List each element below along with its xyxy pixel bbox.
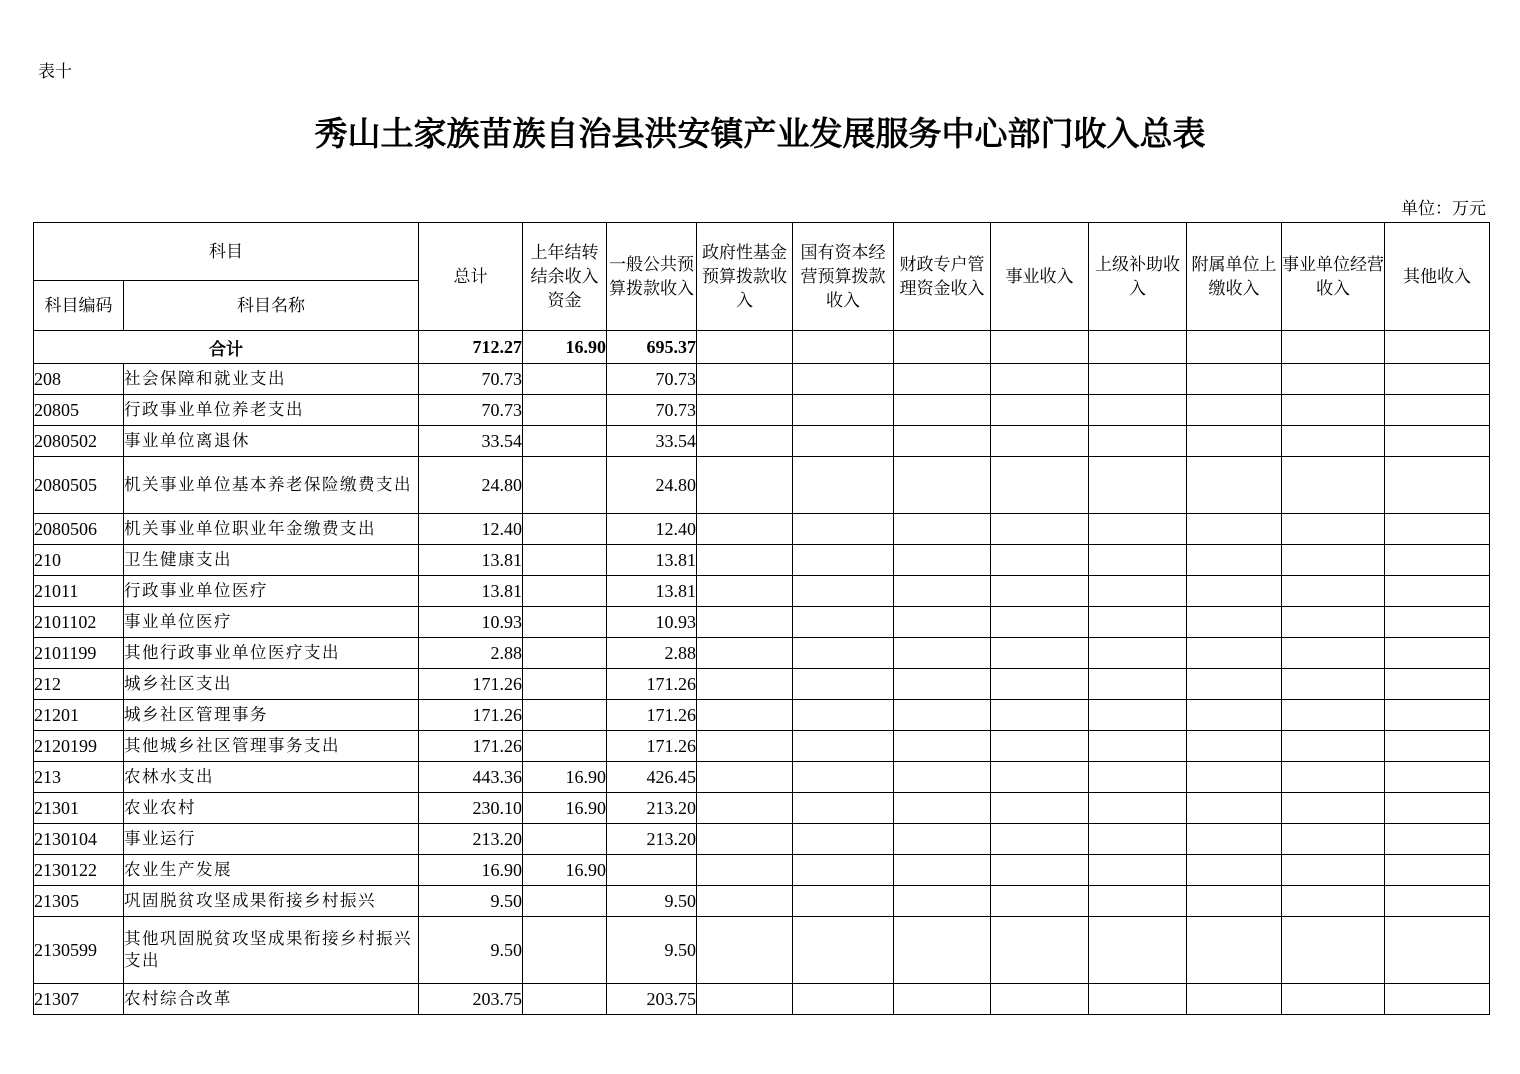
amount-cell: 443.36 — [419, 762, 523, 793]
amount-cell: 2.88 — [607, 638, 697, 669]
amount-cell — [697, 855, 793, 886]
amount-cell — [991, 576, 1089, 607]
amount-cell — [1282, 457, 1385, 514]
header-subject-name: 科目名称 — [124, 281, 419, 331]
amount-cell — [1187, 886, 1282, 917]
amount-cell — [991, 917, 1089, 984]
amount-cell — [1187, 514, 1282, 545]
amount-cell: 171.26 — [419, 669, 523, 700]
amount-cell: 2.88 — [419, 638, 523, 669]
amount-cell — [1089, 514, 1187, 545]
header-general-budget: 一般公共预算拨款收入 — [607, 223, 697, 331]
amount-cell — [991, 700, 1089, 731]
amount-cell — [793, 793, 894, 824]
amount-cell — [991, 793, 1089, 824]
amount-cell — [697, 762, 793, 793]
amount-cell: 426.45 — [607, 762, 697, 793]
amount-cell — [697, 545, 793, 576]
amount-cell — [1385, 669, 1490, 700]
amount-cell: 171.26 — [419, 700, 523, 731]
subject-code-cell: 210 — [34, 545, 124, 576]
amount-cell — [894, 917, 991, 984]
subject-code-cell: 2130104 — [34, 824, 124, 855]
amount-cell: 70.73 — [419, 395, 523, 426]
amount-cell — [894, 793, 991, 824]
amount-cell — [1089, 700, 1187, 731]
header-gov-fund: 政府性基金预算拨款收入 — [697, 223, 793, 331]
amount-cell — [894, 457, 991, 514]
amount-cell — [1385, 700, 1490, 731]
header-subject-code: 科目编码 — [34, 281, 124, 331]
subject-name-cell: 卫生健康支出 — [124, 545, 419, 576]
amount-cell — [697, 395, 793, 426]
amount-cell: 33.54 — [419, 426, 523, 457]
amount-cell: 10.93 — [419, 607, 523, 638]
amount-cell — [793, 545, 894, 576]
amount-cell — [523, 514, 607, 545]
table-row — [34, 917, 1490, 984]
subject-code-cell: 2080502 — [34, 426, 124, 457]
amount-cell — [1089, 576, 1187, 607]
amount-cell — [1089, 364, 1187, 395]
amount-cell — [697, 576, 793, 607]
table-row — [34, 984, 1490, 1015]
header-operating-income: 事业单位经营收入 — [1282, 223, 1385, 331]
amount-cell — [697, 793, 793, 824]
subject-name-cell: 其他城乡社区管理事务支出 — [124, 731, 419, 762]
subject-code-cell: 2080506 — [34, 514, 124, 545]
subject-name-cell: 农林水支出 — [124, 762, 419, 793]
amount-cell — [1282, 824, 1385, 855]
subject-code-cell: 2080505 — [34, 457, 124, 514]
amount-cell — [523, 700, 607, 731]
subject-name-cell: 机关事业单位职业年金缴费支出 — [124, 514, 419, 545]
amount-cell — [1089, 984, 1187, 1015]
amount-cell — [991, 426, 1089, 457]
table-row — [34, 700, 1490, 731]
amount-cell — [1385, 395, 1490, 426]
amount-cell — [793, 824, 894, 855]
amount-cell — [1089, 762, 1187, 793]
amount-cell — [1282, 395, 1385, 426]
table-row — [34, 669, 1490, 700]
amount-cell — [991, 514, 1089, 545]
table-row — [34, 426, 1490, 457]
page-title: 秀山土家族苗族自治县洪安镇产业发展服务中心部门收入总表 — [314, 114, 1206, 153]
amount-cell: 13.81 — [419, 576, 523, 607]
amount-cell — [991, 395, 1089, 426]
amount-cell — [894, 855, 991, 886]
table-row — [34, 364, 1490, 395]
subject-code-cell: 2101199 — [34, 638, 124, 669]
amount-cell: 13.81 — [419, 545, 523, 576]
amount-cell — [523, 886, 607, 917]
subject-name-cell: 农业生产发展 — [124, 855, 419, 886]
amount-cell — [793, 457, 894, 514]
amount-cell — [991, 762, 1089, 793]
table-number-label: 表十 — [38, 62, 72, 82]
amount-cell — [1187, 669, 1282, 700]
subject-name-cell: 农业农村 — [124, 793, 419, 824]
table-row — [34, 762, 1490, 793]
amount-cell: 9.50 — [419, 886, 523, 917]
amount-cell — [894, 700, 991, 731]
amount-cell — [1385, 984, 1490, 1015]
amount-cell: 213.20 — [419, 824, 523, 855]
amount-cell — [1282, 514, 1385, 545]
amount-cell — [991, 364, 1089, 395]
amount-cell — [523, 607, 607, 638]
amount-cell — [894, 638, 991, 669]
total-cell — [991, 331, 1089, 364]
table-row — [34, 457, 1490, 514]
amount-cell — [1282, 638, 1385, 669]
header-subject: 科目 — [34, 223, 419, 281]
amount-cell: 171.26 — [607, 731, 697, 762]
amount-cell — [793, 917, 894, 984]
subject-name-cell: 城乡社区管理事务 — [124, 700, 419, 731]
amount-cell: 24.80 — [607, 457, 697, 514]
amount-cell — [894, 607, 991, 638]
amount-cell — [1385, 364, 1490, 395]
amount-cell: 203.75 — [607, 984, 697, 1015]
header-row-1 — [34, 223, 1490, 281]
amount-cell — [1089, 793, 1187, 824]
amount-cell: 70.73 — [607, 395, 697, 426]
amount-cell — [1385, 824, 1490, 855]
amount-cell — [1385, 514, 1490, 545]
table-row — [34, 886, 1490, 917]
amount-cell: 16.90 — [523, 762, 607, 793]
header-superior-subsidy: 上级补助收入 — [1089, 223, 1187, 331]
amount-cell — [523, 576, 607, 607]
total-cell: 695.37 — [607, 331, 697, 364]
subject-name-cell: 其他行政事业单位医疗支出 — [124, 638, 419, 669]
subject-code-cell: 21305 — [34, 886, 124, 917]
amount-cell — [1187, 426, 1282, 457]
amount-cell — [1282, 762, 1385, 793]
amount-cell — [1282, 364, 1385, 395]
subject-name-cell: 社会保障和就业支出 — [124, 364, 419, 395]
amount-cell — [991, 731, 1089, 762]
unit-label: 单位：万元 — [1401, 199, 1486, 219]
subject-name-cell: 城乡社区支出 — [124, 669, 419, 700]
amount-cell — [1282, 855, 1385, 886]
amount-cell — [991, 638, 1089, 669]
subject-name-cell: 行政事业单位养老支出 — [124, 395, 419, 426]
amount-cell — [697, 886, 793, 917]
header-state-capital: 国有资本经营预算拨款收入 — [793, 223, 894, 331]
header-special-account: 财政专户管理资金收入 — [894, 223, 991, 331]
table-row — [34, 545, 1490, 576]
amount-cell — [1187, 917, 1282, 984]
amount-cell — [1089, 395, 1187, 426]
amount-cell — [793, 638, 894, 669]
amount-cell — [793, 395, 894, 426]
amount-cell — [1187, 855, 1282, 886]
amount-cell — [523, 984, 607, 1015]
amount-cell — [1282, 607, 1385, 638]
total-cell — [793, 331, 894, 364]
amount-cell — [1385, 426, 1490, 457]
amount-cell — [697, 700, 793, 731]
total-row — [34, 331, 1490, 364]
subject-code-cell: 21011 — [34, 576, 124, 607]
subject-name-cell: 事业单位离退休 — [124, 426, 419, 457]
amount-cell — [894, 824, 991, 855]
amount-cell: 171.26 — [607, 669, 697, 700]
table-row — [34, 824, 1490, 855]
amount-cell: 9.50 — [607, 917, 697, 984]
amount-cell — [894, 545, 991, 576]
amount-cell — [1282, 984, 1385, 1015]
amount-cell — [1089, 824, 1187, 855]
table-row — [34, 855, 1490, 886]
amount-cell — [793, 514, 894, 545]
amount-cell: 171.26 — [419, 731, 523, 762]
amount-cell — [793, 855, 894, 886]
table-row — [34, 793, 1490, 824]
subject-code-cell: 213 — [34, 762, 124, 793]
amount-cell — [894, 984, 991, 1015]
amount-cell — [1385, 886, 1490, 917]
amount-cell — [1187, 824, 1282, 855]
amount-cell: 16.90 — [523, 793, 607, 824]
table-body — [34, 331, 1490, 1015]
amount-cell — [793, 426, 894, 457]
amount-cell — [1282, 426, 1385, 457]
subject-name-cell: 机关事业单位基本养老保险缴费支出 — [124, 457, 419, 514]
amount-cell — [1187, 395, 1282, 426]
amount-cell: 13.81 — [607, 545, 697, 576]
total-cell: 16.90 — [523, 331, 607, 364]
amount-cell — [793, 762, 894, 793]
total-cell — [1282, 331, 1385, 364]
amount-cell — [1089, 731, 1187, 762]
amount-cell — [1385, 793, 1490, 824]
amount-cell — [1385, 638, 1490, 669]
amount-cell — [1089, 545, 1187, 576]
table-row — [34, 638, 1490, 669]
amount-cell — [991, 855, 1089, 886]
amount-cell — [793, 576, 894, 607]
amount-cell — [894, 514, 991, 545]
amount-cell — [894, 576, 991, 607]
amount-cell — [1282, 731, 1385, 762]
amount-cell — [697, 364, 793, 395]
amount-cell — [1089, 917, 1187, 984]
header-other-income: 其他收入 — [1385, 223, 1490, 331]
amount-cell — [1282, 886, 1385, 917]
total-cell — [894, 331, 991, 364]
amount-cell — [1282, 700, 1385, 731]
amount-cell — [991, 457, 1089, 514]
amount-cell — [1187, 731, 1282, 762]
amount-cell — [1385, 457, 1490, 514]
amount-cell: 70.73 — [419, 364, 523, 395]
amount-cell — [1282, 669, 1385, 700]
subject-code-cell: 21307 — [34, 984, 124, 1015]
subject-name-cell: 事业运行 — [124, 824, 419, 855]
subject-code-cell: 212 — [34, 669, 124, 700]
amount-cell — [523, 545, 607, 576]
income-summary-table — [33, 222, 1490, 1015]
amount-cell — [894, 426, 991, 457]
subject-code-cell: 21201 — [34, 700, 124, 731]
subject-name-cell: 其他巩固脱贫攻坚成果衔接乡村振兴支出 — [124, 917, 419, 984]
amount-cell — [793, 886, 894, 917]
amount-cell: 16.90 — [523, 855, 607, 886]
table-row — [34, 576, 1490, 607]
amount-cell — [697, 426, 793, 457]
amount-cell — [991, 669, 1089, 700]
amount-cell: 203.75 — [419, 984, 523, 1015]
amount-cell — [894, 364, 991, 395]
subject-code-cell: 2120199 — [34, 731, 124, 762]
amount-cell — [1187, 576, 1282, 607]
amount-cell: 9.50 — [419, 917, 523, 984]
amount-cell — [1089, 886, 1187, 917]
amount-cell — [991, 886, 1089, 917]
amount-cell: 13.81 — [607, 576, 697, 607]
amount-cell — [1282, 917, 1385, 984]
amount-cell — [1385, 762, 1490, 793]
amount-cell — [1385, 855, 1490, 886]
header-total: 总计 — [419, 223, 523, 331]
table-row — [34, 607, 1490, 638]
amount-cell: 16.90 — [419, 855, 523, 886]
amount-cell — [894, 762, 991, 793]
subject-name-cell: 事业单位医疗 — [124, 607, 419, 638]
amount-cell: 70.73 — [607, 364, 697, 395]
amount-cell: 171.26 — [607, 700, 697, 731]
amount-cell: 230.10 — [419, 793, 523, 824]
amount-cell — [697, 638, 793, 669]
amount-cell — [1089, 638, 1187, 669]
subject-code-cell: 21301 — [34, 793, 124, 824]
amount-cell — [1187, 700, 1282, 731]
amount-cell — [523, 669, 607, 700]
amount-cell — [1385, 917, 1490, 984]
subject-name-cell: 巩固脱贫攻坚成果衔接乡村振兴 — [124, 886, 419, 917]
subject-code-cell: 20805 — [34, 395, 124, 426]
amount-cell — [1187, 762, 1282, 793]
amount-cell — [523, 731, 607, 762]
header-affiliate-income: 附属单位上缴收入 — [1187, 223, 1282, 331]
amount-cell — [1187, 545, 1282, 576]
amount-cell — [1187, 793, 1282, 824]
amount-cell — [523, 638, 607, 669]
amount-cell — [894, 395, 991, 426]
amount-cell — [1187, 457, 1282, 514]
amount-cell: 12.40 — [419, 514, 523, 545]
amount-cell — [1385, 576, 1490, 607]
amount-cell — [1282, 545, 1385, 576]
amount-cell — [1187, 984, 1282, 1015]
amount-cell — [991, 607, 1089, 638]
subject-code-cell: 2130599 — [34, 917, 124, 984]
amount-cell: 213.20 — [607, 793, 697, 824]
amount-cell — [793, 984, 894, 1015]
amount-cell — [991, 824, 1089, 855]
amount-cell — [697, 917, 793, 984]
amount-cell — [607, 855, 697, 886]
amount-cell — [991, 984, 1089, 1015]
amount-cell — [523, 364, 607, 395]
subject-code-cell: 2130122 — [34, 855, 124, 886]
amount-cell — [1187, 638, 1282, 669]
amount-cell: 10.93 — [607, 607, 697, 638]
amount-cell — [697, 824, 793, 855]
subject-code-cell: 2101102 — [34, 607, 124, 638]
amount-cell: 213.20 — [607, 824, 697, 855]
amount-cell — [894, 731, 991, 762]
amount-cell — [697, 731, 793, 762]
amount-cell — [523, 917, 607, 984]
amount-cell — [1187, 607, 1282, 638]
total-cell — [1089, 331, 1187, 364]
total-cell: 712.27 — [419, 331, 523, 364]
amount-cell — [523, 426, 607, 457]
total-label: 合计 — [34, 331, 419, 364]
amount-cell — [793, 669, 894, 700]
amount-cell — [793, 700, 894, 731]
amount-cell — [1089, 855, 1187, 886]
amount-cell — [523, 824, 607, 855]
subject-name-cell: 农村综合改革 — [124, 984, 419, 1015]
amount-cell — [1385, 607, 1490, 638]
amount-cell — [697, 607, 793, 638]
subject-name-cell: 行政事业单位医疗 — [124, 576, 419, 607]
amount-cell — [1385, 545, 1490, 576]
amount-cell: 9.50 — [607, 886, 697, 917]
amount-cell — [697, 984, 793, 1015]
header-carryover: 上年结转结余收入资金 — [523, 223, 607, 331]
amount-cell — [793, 607, 894, 638]
amount-cell — [523, 395, 607, 426]
amount-cell: 12.40 — [607, 514, 697, 545]
amount-cell — [1089, 457, 1187, 514]
amount-cell — [894, 669, 991, 700]
subject-code-cell: 208 — [34, 364, 124, 395]
table-row — [34, 731, 1490, 762]
amount-cell — [1187, 364, 1282, 395]
amount-cell: 24.80 — [419, 457, 523, 514]
amount-cell — [697, 514, 793, 545]
table-row — [34, 514, 1490, 545]
amount-cell — [523, 457, 607, 514]
amount-cell — [1089, 607, 1187, 638]
amount-cell — [1089, 426, 1187, 457]
amount-cell — [793, 364, 894, 395]
table-row — [34, 395, 1490, 426]
amount-cell — [1385, 731, 1490, 762]
amount-cell — [697, 457, 793, 514]
amount-cell — [1089, 669, 1187, 700]
amount-cell — [1282, 576, 1385, 607]
amount-cell: 33.54 — [607, 426, 697, 457]
amount-cell — [991, 545, 1089, 576]
total-cell — [1385, 331, 1490, 364]
total-cell — [1187, 331, 1282, 364]
amount-cell — [793, 731, 894, 762]
amount-cell — [894, 886, 991, 917]
header-business-income: 事业收入 — [991, 223, 1089, 331]
total-cell — [697, 331, 793, 364]
amount-cell — [697, 669, 793, 700]
amount-cell — [1282, 793, 1385, 824]
